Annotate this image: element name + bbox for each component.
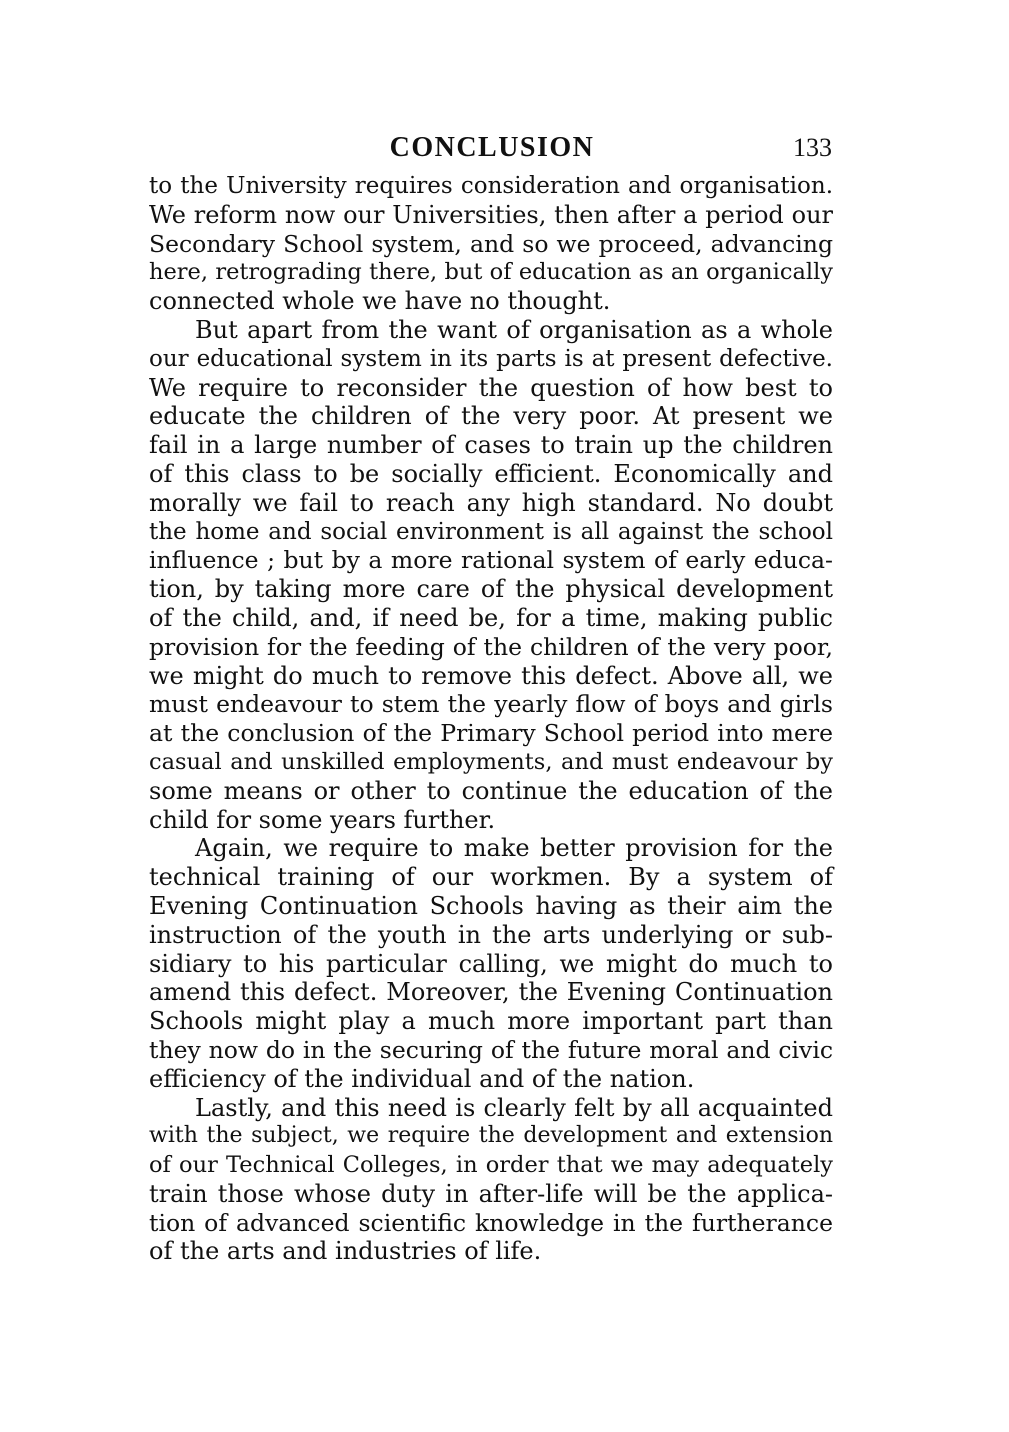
text-line: to the University requires consideration and organisation.	[149, 173, 833, 199]
text-line: morally we fail to reach any high standard. No doubt	[149, 488, 833, 517]
text-line: child for some years further.	[149, 805, 496, 834]
text-line: here, retrograding there, but of education as an organically	[149, 259, 833, 286]
text-line: of our Technical Colleges, in order that we may adequately	[149, 1152, 833, 1179]
text-line: connected whole we have no thought.	[149, 287, 611, 316]
text-line: of this class to be socially efficient. Economically and	[149, 459, 833, 488]
text-line: the home and social environment is all against the school	[149, 518, 833, 545]
text-line: instruction of the youth in the arts underlying or sub-	[149, 920, 833, 949]
text-line: provision for the feeding of the children of the very poor,	[149, 632, 833, 661]
text-line: Again, we require to make better provision for the	[195, 834, 833, 863]
text-line: our educational system in its parts is at present defective.	[149, 345, 833, 372]
text-line: Evening Continuation Schools having as their aim the	[149, 891, 833, 920]
text-line: educate the children of the very poor. At present we	[149, 402, 833, 431]
text-line: must endeavour to stem the yearly flow of boys and girls	[149, 690, 833, 719]
text-line: at the conclusion of the Primary School period into mere	[149, 719, 833, 748]
text-line: But apart from the want of organisation as a whole	[195, 315, 833, 344]
running-head	[148, 132, 836, 164]
chapter-title: CONCLUSION	[389, 132, 595, 163]
text-line: technical training of our workmen. By a system of	[149, 863, 833, 892]
text-line: tion of advanced scientific knowledge in the furtherance	[149, 1208, 833, 1237]
text-line: Secondary School system, and so we proceed, advancing	[149, 229, 833, 258]
text-line: fail in a large number of cases to train up the children	[149, 431, 833, 460]
text-line: casual and unskilled employments, and must endeavour by	[149, 748, 833, 775]
text-line: of the child, and, if need be, for a time, making public	[149, 603, 833, 632]
text-line: we might do much to remove this defect. Above all, we	[149, 661, 833, 690]
text-line: Schools might play a much more important part than	[149, 1007, 833, 1036]
page-number: 133	[793, 133, 832, 162]
body-text	[149, 172, 833, 1266]
text-line: sidiary to his particular calling, we might do much to	[149, 949, 833, 978]
text-line: of the arts and industries of life.	[149, 1237, 542, 1266]
text-line: train those whose duty in after-life will be the applica-	[149, 1179, 833, 1208]
text-line: some means or other to continue the education of the	[149, 776, 833, 805]
text-line: Lastly, and this need is clearly felt by all acquainted	[195, 1093, 833, 1122]
text-line: tion, by taking more care of the physical development	[149, 575, 833, 604]
text-line: We require to reconsider the question of how best to	[149, 373, 833, 402]
text-line: they now do in the securing of the future moral and civic	[149, 1035, 833, 1064]
text-line: influence ; but by a more rational system of early educa-	[149, 546, 833, 575]
text-line: with the subject, we require the development and extension	[149, 1123, 833, 1149]
text-line: amend this defect. Moreover, the Evening Continuation	[149, 978, 833, 1007]
text-line: We reform now our Universities, then after a period our	[149, 200, 833, 229]
text-line: efficiency of the individual and of the nation.	[149, 1064, 695, 1093]
